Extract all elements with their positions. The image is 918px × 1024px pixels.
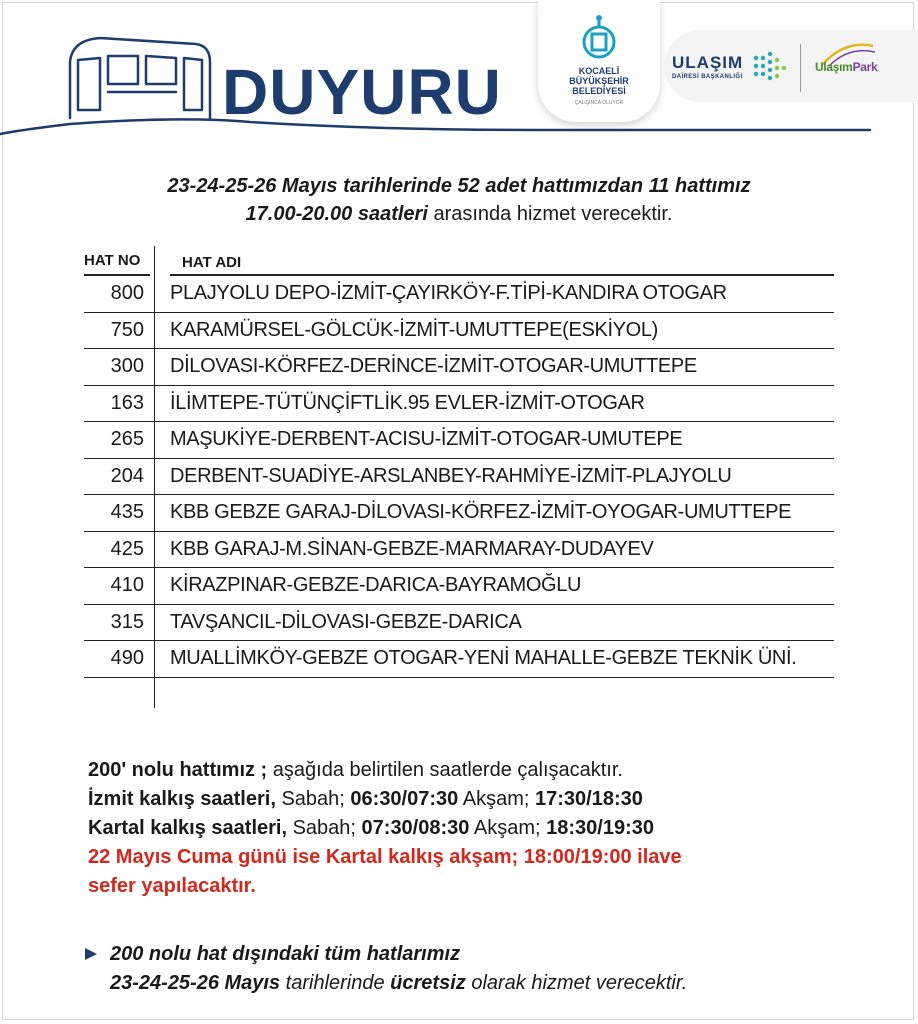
route-number: 435 bbox=[110, 501, 144, 523]
route-name: PLAJYOLU DEPO-İZMİT-ÇAYIRKÖY-F.TİPİ-KANDIRA OTOGAR bbox=[170, 282, 727, 304]
municipality-name: KOCAELİ BÜYÜKŞEHİR BELEDİYESİ bbox=[569, 66, 629, 96]
intro-text bbox=[0, 172, 918, 228]
note-line-1: 200 nolu hat dışındaki tüm hatlarımız bbox=[110, 943, 461, 965]
ulasimpark-name: UlaşımPark bbox=[815, 60, 878, 74]
route-name: MUALLİMKÖY-GEBZE OTOGAR-YENİ MAHALLE-GEBZE TEKNİK ÜNİ. bbox=[170, 647, 797, 669]
table-row bbox=[84, 313, 834, 350]
route-name: İLİMTEPE-TÜTÜNÇİFTLİK.95 EVLER-İZMİT-OTOGAR bbox=[170, 391, 645, 414]
table-row bbox=[84, 349, 834, 386]
route-number: 425 bbox=[110, 537, 144, 560]
row-divider bbox=[84, 677, 834, 678]
route-number: 750 bbox=[110, 318, 144, 341]
municipality-logo bbox=[538, 0, 660, 122]
kartal-departures: Kartal kalkış saatleri, Sabah; 07:30/08:30 Akşam; 18:30/19:30 bbox=[88, 817, 654, 839]
note-line-2: 23-24-25-26 Mayıs tarihlerinde ücretsiz olarak hizmet verecektir. bbox=[110, 972, 688, 994]
table-row bbox=[84, 532, 834, 569]
table-row bbox=[84, 276, 834, 313]
free-service-note bbox=[84, 940, 687, 998]
table-body bbox=[84, 276, 834, 678]
route-number: 315 bbox=[110, 610, 144, 633]
municipality-slogan: ÇALIŞINCA OLUYOR bbox=[574, 100, 624, 106]
route-number: 800 bbox=[110, 282, 144, 304]
route-number: 163 bbox=[110, 391, 144, 414]
table-header bbox=[84, 246, 834, 276]
route-name: TAVŞANCIL-DİLOVASI-GEBZE-DARICA bbox=[170, 610, 522, 633]
izmit-departures: İzmit kalkış saatleri, Sabah; 06:30/07:30 Akşam; 17:30/18:30 bbox=[88, 788, 643, 810]
column-header-name: HAT ADI bbox=[182, 254, 242, 271]
route-name: DİLOVASI-KÖRFEZ-DERİNCE-İZMİT-OTOGAR-UMUTTEPE bbox=[170, 355, 697, 377]
brand-divider bbox=[800, 44, 801, 92]
route-name: MAŞUKİYE-DERBENT-ACISU-İZMİT-OTOGAR-UMUTEPE bbox=[170, 428, 683, 450]
extra-trip-notice-cont: sefer yapılacaktır. bbox=[88, 875, 256, 897]
triangle-bullet-icon bbox=[84, 947, 98, 961]
ulasim-subtitle: DAİRESİ BAŞKANLIĞI bbox=[672, 74, 743, 80]
table-row bbox=[84, 641, 834, 678]
route-number: 490 bbox=[110, 647, 144, 669]
extra-trip-notice: 22 Mayıs Cuma günü ise Kartal kalkış akşam; 18:00/19:00 ilave bbox=[88, 846, 682, 868]
route-name: KBB GEBZE GARAJ-DİLOVASI-KÖRFEZ-İZMİT-OYOGAR-UMUTTEPE bbox=[170, 501, 792, 523]
route-number: 410 bbox=[110, 574, 144, 596]
table-row bbox=[84, 605, 834, 642]
route-name: DERBENT-SUADİYE-ARSLANBEY-RAHMİYE-İZMİT-PLAJYOLU bbox=[170, 464, 732, 487]
municipality-emblem-icon bbox=[576, 14, 622, 64]
table-row bbox=[84, 459, 834, 496]
dotted-arrow-icon bbox=[752, 50, 788, 90]
intro-line-1: 23-24-25-26 Mayıs tarihlerinde 52 adet hattımızdan 11 hattımız bbox=[167, 175, 751, 197]
route-name: KBB GARAJ-M.SİNAN-GEBZE-MARMARAY-DUDAYEV bbox=[170, 537, 654, 560]
route-number: 265 bbox=[110, 428, 144, 450]
route-200-schedule bbox=[88, 756, 682, 901]
column-header-no: HAT NO bbox=[84, 252, 141, 269]
table-row bbox=[84, 568, 834, 605]
ulasim-name: ULAŞIM bbox=[672, 53, 744, 72]
table-row bbox=[84, 386, 834, 423]
intro-line-2: 17.00-20.00 saatleri arasında hizmet verecektir. bbox=[245, 203, 673, 225]
table-row bbox=[84, 422, 834, 459]
ulasim-logo bbox=[672, 54, 743, 80]
route-200-heading: 200' nolu hattımız ; aşağıda belirtilen saatlerde çalışacaktır. bbox=[88, 759, 623, 781]
route-number: 300 bbox=[110, 355, 144, 377]
page-title: DUYURU bbox=[222, 56, 502, 128]
table-row bbox=[84, 495, 834, 532]
route-name: KARAMÜRSEL-GÖLCÜK-İZMİT-UMUTTEPE(ESKİYOL) bbox=[170, 318, 658, 341]
route-number: 204 bbox=[110, 464, 144, 487]
route-name: KİRAZPINAR-GEBZE-DARICA-BAYRAMOĞLU bbox=[170, 574, 582, 596]
routes-table bbox=[84, 246, 834, 678]
